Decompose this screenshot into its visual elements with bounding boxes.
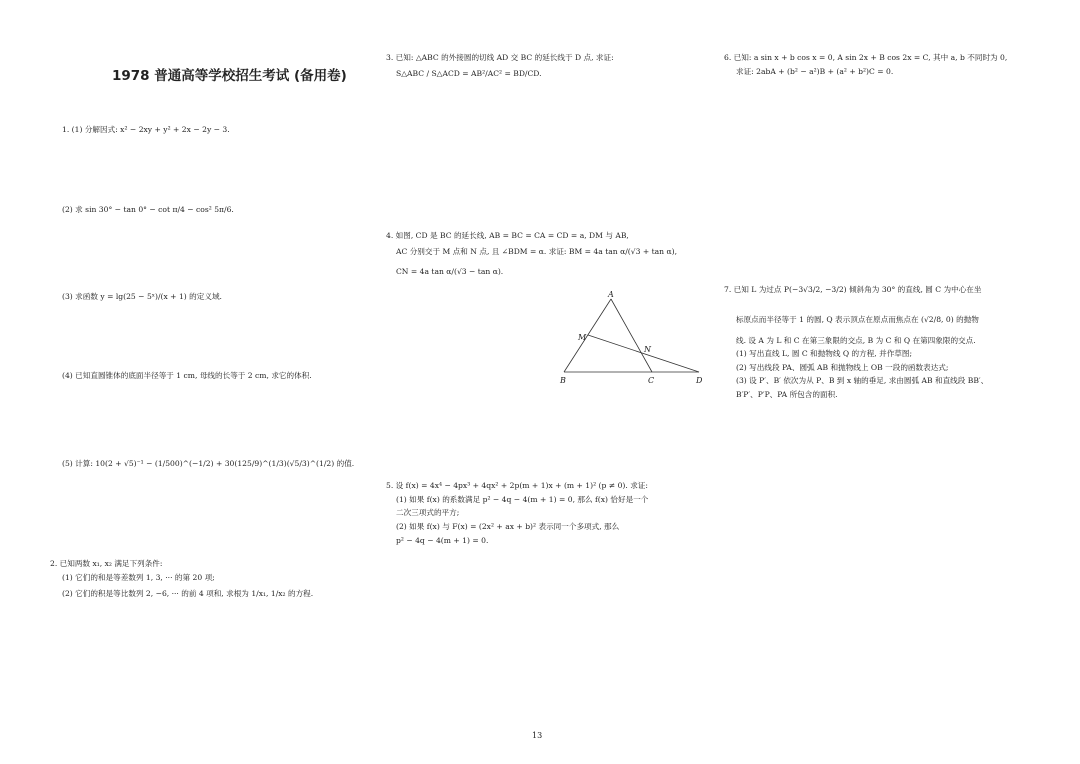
question-7-line-7: B′P′、P′P、PA 所包含的面积.: [736, 390, 838, 399]
question-6-line-1: 6. 已知: a sin x + b cos x = 0, A sin 2x + B cos 2x = C, 其中 a, b 不同时为 0,: [724, 53, 1008, 62]
question-4-line-3: CN = 4a tan α/(√3 − tan α).: [396, 267, 504, 276]
question-2-line-2: (1) 它们的和是等差数列 1, 3, ··· 的第 20 项;: [62, 573, 215, 582]
question-7-line-3: 线. 设 A 为 L 和 C 在第三象限的交点, B 为 C 和 Q 在第四象限的交点.: [736, 336, 976, 345]
point-label-d: D: [696, 376, 703, 385]
vertex-label-c: C: [648, 376, 655, 385]
question-5-line-3: 二次三项式的平方;: [396, 508, 460, 517]
question-6-line-2: 求证: 2abA + (b² − a²)B + (a² + b²)C = 0.: [736, 67, 894, 76]
question-1-part-2: (2) 求 sin 30° − tan 0° − cot π/4 − cos² 5π/6.: [62, 205, 234, 214]
question-2-line-1: 2. 已知两数 x₁, x₂ 满足下列条件:: [50, 559, 163, 568]
question-1-part-3: (3) 求函数 y = lg(25 − 5ˣ)/(x + 1) 的定义域.: [62, 292, 222, 301]
question-1-part-4: (4) 已知直圆锥体的底面半径等于 1 cm, 母线的长等于 2 cm, 求它的体积.: [62, 371, 312, 380]
vertex-label-a: A: [608, 290, 614, 299]
question-4-line-1: 4. 如图, CD 是 BC 的延长线, AB = BC = CA = CD = a, DM 与 AB,: [386, 231, 629, 240]
question-5-line-2: (1) 如果 f(x) 的系数满足 p² − 4q − 4(m + 1) = 0, 那么 f(x) 恰好是一个: [396, 495, 649, 504]
question-5-line-5: p² − 4q − 4(m + 1) = 0.: [396, 536, 489, 545]
question-2-line-3: (2) 它们的积是等比数列 2, −6, ··· 的前 4 项和, 求根为 1/x₁, 1/x₂ 的方程.: [62, 589, 314, 598]
vertex-label-b: B: [560, 376, 566, 385]
question-5-line-1: 5. 设 f(x) = 4x⁴ − 4px³ + 4qx² + 2p(m + 1)x + (m + 1)² (p ≠ 0). 求证:: [386, 481, 648, 490]
question-7-line-6: (3) 设 P′、B′ 依次为从 P、B 到 x 轴的垂足, 求由圆弧 AB 和直线段 BB′、: [736, 376, 989, 385]
page-number: 13: [532, 731, 543, 740]
question-1-part-1: 1. (1) 分解因式: x² − 2xy + y² + 2x − 2y − 3.: [62, 125, 230, 134]
question-7-line-4: (1) 写出直线 L, 圆 C 和抛物线 Q 的方程, 并作草图;: [736, 349, 913, 358]
question-7-line-1: 7. 已知 L 为过点 P(−3√3/2, −3/2) 倾斜角为 30° 的直线, 圆 C 为中心在坐: [724, 285, 982, 294]
question-4-line-2: AC 分别交于 M 点和 N 点, 且 ∠BDM = α. 求证: BM = 4a tan α/(√3 + tan α),: [396, 247, 677, 256]
point-label-m: M: [578, 333, 587, 342]
exam-title: 1978 普通高等学校招生考试 (备用卷): [112, 68, 347, 84]
question-3-line-2: S△ABC / S△ACD = AB²/AC² = BD/CD.: [396, 69, 542, 78]
point-label-n: N: [644, 345, 651, 354]
question-7-line-2: 标原点而半径等于 1 的圆, Q 表示顶点在原点而焦点在 (√2/8, 0) 的抛物: [736, 315, 979, 324]
question-7-line-5: (2) 写出线段 PA、圆弧 AB 和抛物线上 OB 一段的函数表达式;: [736, 363, 949, 372]
triangle-figure: [548, 290, 718, 390]
question-1-part-5: (5) 计算: 10(2 + √5)⁻¹ − (1/500)^(−1/2) + 30(125/9)^(1/3)(√5/3)^(1/2) 的值.: [62, 459, 355, 468]
question-5-line-4: (2) 如果 f(x) 与 F(x) = (2x² + ax + b)² 表示同一个多项式, 那么: [396, 522, 620, 531]
question-3-line-1: 3. 已知: △ABC 的外接圆的切线 AD 交 BC 的延长线于 D 点, 求证:: [386, 53, 614, 62]
